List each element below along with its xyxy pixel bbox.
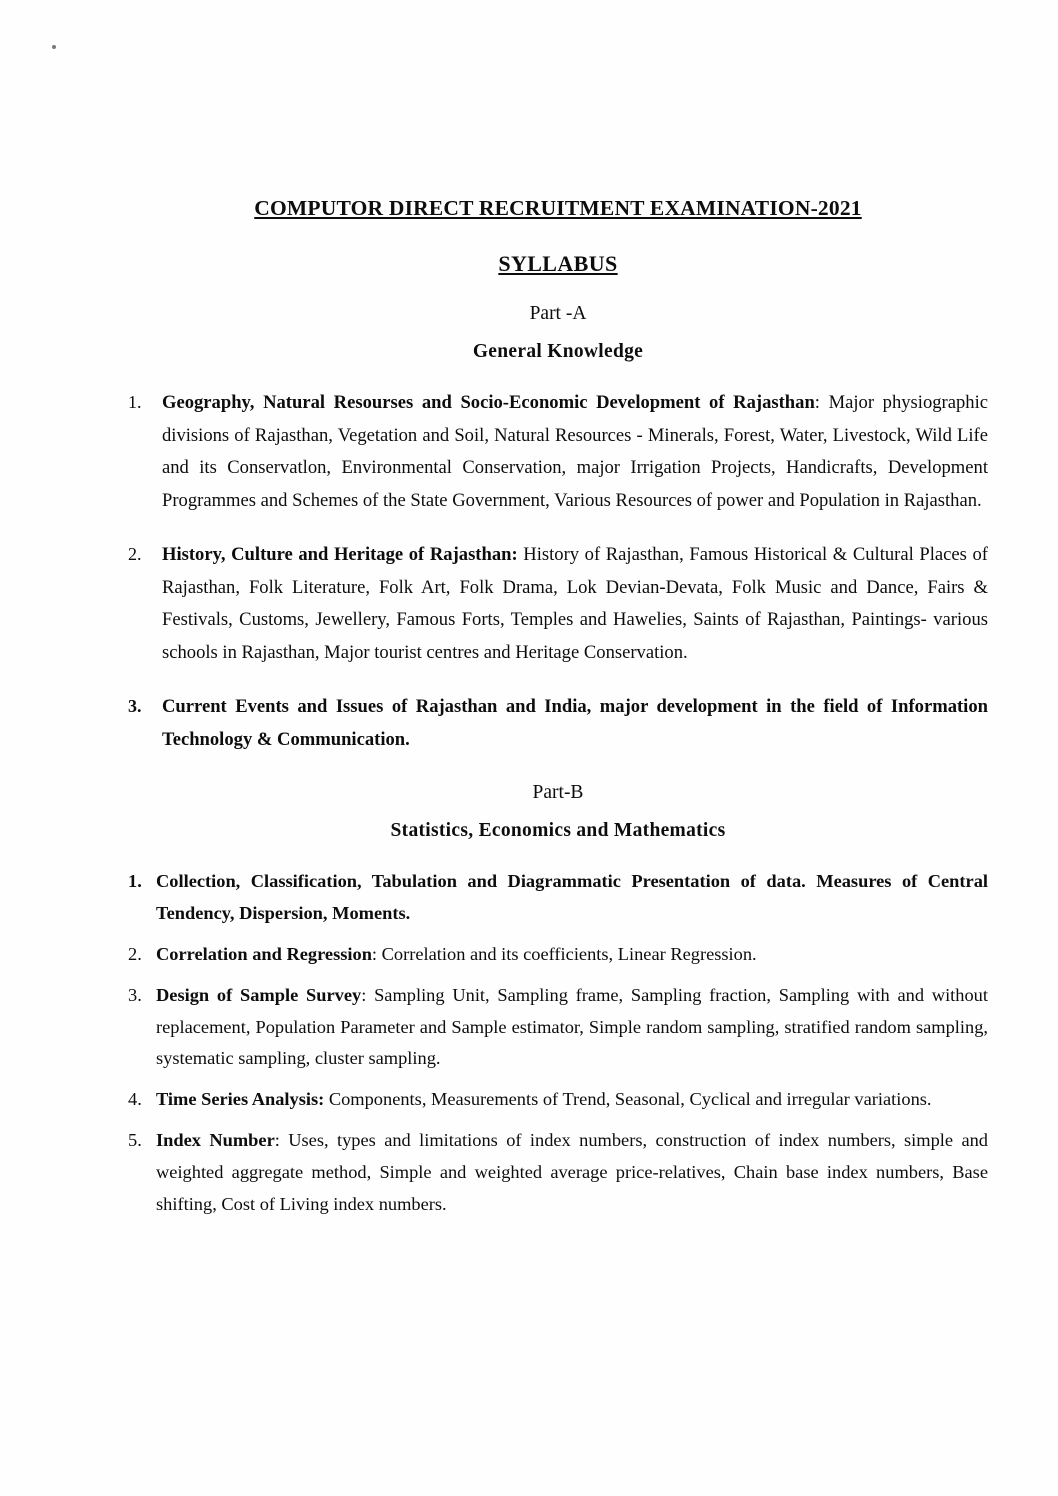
list-item-lead: Geography, Natural Resourses and Socio-Economic Development of Rajasthan — [162, 392, 815, 413]
part-a-section — [128, 303, 988, 756]
list-item-body — [156, 1125, 988, 1220]
list-item-text: : Major physiographic divisions of Rajasthan, Vegetation and Soil, Natural Resources - Minerals, Forest, Water, Livestock, Wild Life and its Conservatlon, Environmental Conservation, major Irrigation Projects, Handicrafts, Development Programmes and Schemes of the State Government, Various Resources of power and Population in Rajasthan. — [162, 392, 988, 511]
part-b-section — [128, 782, 988, 1220]
list-item — [128, 1084, 988, 1116]
list-item — [128, 539, 988, 669]
page-title: COMPUTOR DIRECT RECRUITMENT EXAMINATION-2021 — [254, 196, 862, 220]
part-a-list — [128, 387, 988, 756]
list-item-lead: Time Series Analysis: — [156, 1089, 325, 1110]
list-item-text: : Correlation and its coefficients, Linear Regression. — [371, 943, 757, 964]
document-subtitle: SYLLABUS — [498, 251, 618, 276]
list-item-body — [162, 691, 988, 756]
list-item-lead: Index Number — [156, 1130, 275, 1151]
list-item-body — [156, 980, 988, 1075]
list-item-text: Components, Measurements of Trend, Seasonal, Cyclical and irregular variations. — [324, 1089, 932, 1110]
list-item-number: 4. — [128, 1089, 142, 1110]
part-b-heading: Statistics, Economics and Mathematics — [390, 820, 726, 842]
list-item-body — [162, 539, 988, 669]
list-item-number: 2. — [128, 544, 142, 565]
list-item-body — [156, 1084, 988, 1116]
list-item-text: History of Rajasthan, Famous Historical & Cultural Places of Rajasthan, Folk Literature, Folk Art, Folk Drama, Lok Devian-Devata, Folk Music and Dance, Fairs & Festivals, Customs, Jewellery, Famous Forts, Temples and Hawelies, Saints of Rajasthan, Paintings- various schools in Rajasthan, Major tourist centres and Heritage Conservation. — [162, 544, 988, 663]
list-item — [128, 387, 988, 517]
scan-speck — [52, 45, 56, 49]
list-item — [128, 866, 988, 930]
list-item-number: 1. — [128, 871, 142, 892]
part-a-heading: General Knowledge — [472, 341, 644, 362]
list-item-number: 1. — [128, 392, 142, 412]
list-item-lead: Current Events and Issues of Rajasthan and India, major development in the field of Information Technology & Communication. — [162, 696, 988, 750]
part-b-label: Part-B — [532, 782, 584, 804]
list-item-number: 5. — [128, 1130, 142, 1151]
list-item-number: 2. — [128, 943, 142, 964]
list-item-body — [156, 939, 988, 971]
list-item-lead: Correlation and Regression — [156, 943, 372, 964]
part-a-label: Part -A — [529, 303, 587, 324]
list-item — [128, 980, 988, 1075]
list-item — [128, 691, 988, 756]
list-item-text: : Uses, types and limitations of index numbers, construction of index numbers, simple and weighted aggregate method, Simple and weighted average price-relatives, Chain base index numbers, Base shifting, Cost of Living index numbers. — [156, 1130, 988, 1214]
part-b-list — [128, 866, 988, 1220]
list-item-lead: Design of Sample Survey — [156, 984, 362, 1005]
list-item — [128, 1125, 988, 1220]
list-item-lead: History, Culture and Heritage of Rajasthan: — [162, 544, 518, 566]
list-item-lead: Collection, Classification, Tabulation and Diagrammatic Presentation of data. Measures of Central Tendency, Dispersion, Moments. — [156, 871, 988, 924]
list-item-body — [156, 866, 988, 930]
list-item-text: : Sampling Unit, Sampling frame, Sampling fraction, Sampling with and without replacement, Population Parameter and Sample estimator, Simple random sampling, stratified random sampling, systematic sampling, cluster sampling. — [156, 984, 988, 1069]
list-item — [128, 939, 988, 971]
document-content — [128, 196, 988, 1230]
list-item-number: 3. — [128, 984, 142, 1005]
list-item-body — [162, 387, 988, 517]
list-item-number: 3. — [128, 696, 142, 717]
